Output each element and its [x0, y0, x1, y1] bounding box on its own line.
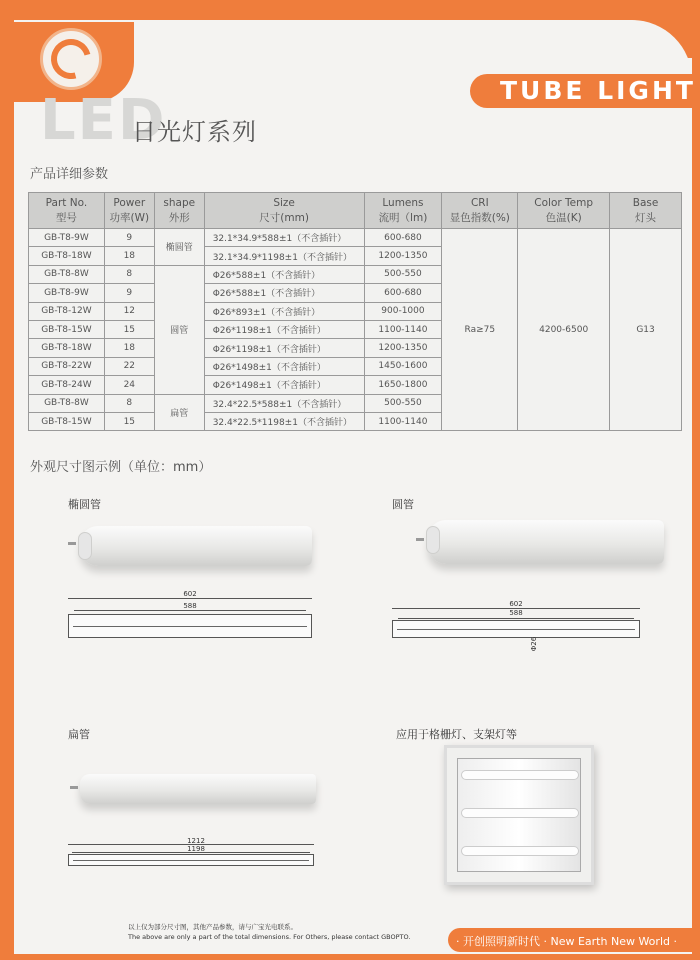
cell-power: 15 — [104, 412, 154, 430]
table-row — [29, 229, 682, 247]
slogan-text: · 开创照明新时代 · New Earth New World · — [456, 935, 677, 948]
flat-dim-outer: 1212 — [187, 837, 205, 845]
spec-table — [28, 192, 682, 431]
cell-power: 8 — [104, 394, 154, 412]
flat-dimension-drawing — [68, 854, 314, 866]
oval-tube-label: 椭圆管 — [68, 498, 101, 511]
tube-pin-icon — [70, 786, 78, 789]
col-header-shape: shape 外形 — [154, 193, 204, 229]
oval-dim-outer: 602 — [183, 590, 197, 598]
tube-pin-icon — [68, 542, 76, 545]
cell-lumens: 500-550 — [364, 265, 442, 283]
cell-part: GB-T8-18W — [29, 247, 105, 265]
cell-lumens: 1450-1600 — [364, 357, 442, 375]
col-header-base: Base 灯头 — [610, 193, 682, 229]
cell-lumens: 1200-1350 — [364, 247, 442, 265]
left-orange-band — [0, 0, 14, 960]
cell-color-temp: 4200-6500 — [518, 229, 610, 431]
cell-lumens: 1650-1800 — [364, 376, 442, 394]
cell-power: 8 — [104, 265, 154, 283]
flat-tube-image — [80, 774, 316, 804]
grille-application-label: 应用于格栅灯、支架灯等 — [396, 728, 517, 741]
series-heading: 日光灯系列 — [132, 118, 257, 146]
bottom-orange-band — [0, 954, 700, 960]
dim-line-outer — [68, 598, 312, 599]
round-dimension-drawing — [392, 620, 640, 638]
cell-shape: 椭圆管 — [154, 229, 204, 266]
table-header-row — [29, 193, 682, 229]
brand-logo-icon — [40, 28, 102, 90]
cell-part: GB-T8-9W — [29, 229, 105, 247]
cell-size: Φ26*588±1（不含插针） — [204, 284, 364, 302]
flat-tube-label: 扁管 — [68, 728, 90, 741]
oval-dim-inner: 588 — [183, 602, 197, 610]
cell-base: G13 — [610, 229, 682, 431]
round-tube-label: 圆管 — [392, 498, 414, 511]
cell-lumens: 500-550 — [364, 394, 442, 412]
oval-dimension-drawing — [68, 614, 312, 638]
cell-part: GB-T8-12W — [29, 302, 105, 320]
cell-power: 22 — [104, 357, 154, 375]
cell-size: Φ26*1498±1（不含插针） — [204, 357, 364, 375]
footer-note-en: The above are only a part of the total dimensions. For Others, please contact GBOPTO. — [128, 933, 411, 941]
cell-size: Φ26*893±1（不含插针） — [204, 302, 364, 320]
col-header-part: Part No. 型号 — [29, 193, 105, 229]
cell-part: GB-T8-9W — [29, 284, 105, 302]
dim-line-inner — [74, 610, 306, 611]
cell-size: 32.4*22.5*588±1（不含插针） — [204, 394, 364, 412]
right-orange-band — [692, 0, 700, 960]
cell-power: 18 — [104, 339, 154, 357]
cell-power: 24 — [104, 376, 154, 394]
cell-size: 32.1*34.9*1198±1（不含插针） — [204, 247, 364, 265]
cell-part: GB-T8-22W — [29, 357, 105, 375]
round-tube-image — [428, 520, 664, 564]
spec-section-title: 产品详细参数 — [30, 167, 109, 182]
round-dim-inner: 588 — [509, 609, 523, 617]
cell-size: Φ26*1498±1（不含插针） — [204, 376, 364, 394]
round-dim-outer: 602 — [509, 600, 523, 608]
cell-size: Φ26*588±1（不含插针） — [204, 265, 364, 283]
led-heading: LED — [40, 88, 167, 153]
cell-shape: 圆管 — [154, 265, 204, 394]
col-header-size: Size 尺寸(mm) — [204, 193, 364, 229]
cell-part: GB-T8-18W — [29, 339, 105, 357]
cell-size: Φ26*1198±1（不含插针） — [204, 320, 364, 338]
cell-cri: Ra≥75 — [442, 229, 518, 431]
col-header-cri: CRI 显色指数(%) — [442, 193, 518, 229]
cell-part: GB-T8-15W — [29, 320, 105, 338]
cell-power: 15 — [104, 320, 154, 338]
cell-part: GB-T8-15W — [29, 412, 105, 430]
cell-lumens: 1100-1140 — [364, 412, 442, 430]
tube-pin-icon — [416, 538, 424, 541]
cell-size: 32.4*22.5*1198±1（不含插针） — [204, 412, 364, 430]
grille-fixture-image — [444, 745, 594, 885]
cell-shape: 扁管 — [154, 394, 204, 431]
cell-lumens: 900-1000 — [364, 302, 442, 320]
oval-tube-image — [80, 526, 312, 566]
cell-part: GB-T8-8W — [29, 394, 105, 412]
dim-line-inner — [398, 618, 634, 619]
cell-power: 18 — [104, 247, 154, 265]
cell-lumens: 1100-1140 — [364, 320, 442, 338]
cell-power: 12 — [104, 302, 154, 320]
cell-lumens: 600-680 — [364, 229, 442, 247]
cell-part: GB-T8-8W — [29, 265, 105, 283]
cell-lumens: 1200-1350 — [364, 339, 442, 357]
cell-part: GB-T8-24W — [29, 376, 105, 394]
col-header-lumens: Lumens 流明（lm) — [364, 193, 442, 229]
col-header-power: Power 功率(W) — [104, 193, 154, 229]
round-dim-diameter: Φ26 — [530, 636, 538, 652]
page-title: TUBE LIGHT — [500, 76, 696, 105]
cell-size: Φ26*1198±1（不含插针） — [204, 339, 364, 357]
dimension-section-title: 外观尺寸图示例（单位：mm） — [30, 460, 212, 475]
footer-note-cn: 以上仅为部分尺寸图，其他产品参数，请与广宝光电联系。 — [128, 923, 297, 931]
cell-size: 32.1*34.9*588±1（不含插针） — [204, 229, 364, 247]
cell-power: 9 — [104, 284, 154, 302]
col-header-color-temp: Color Temp 色温(K) — [518, 193, 610, 229]
flat-dim-inner: 1198 — [187, 845, 205, 853]
cell-power: 9 — [104, 229, 154, 247]
cell-lumens: 600-680 — [364, 284, 442, 302]
